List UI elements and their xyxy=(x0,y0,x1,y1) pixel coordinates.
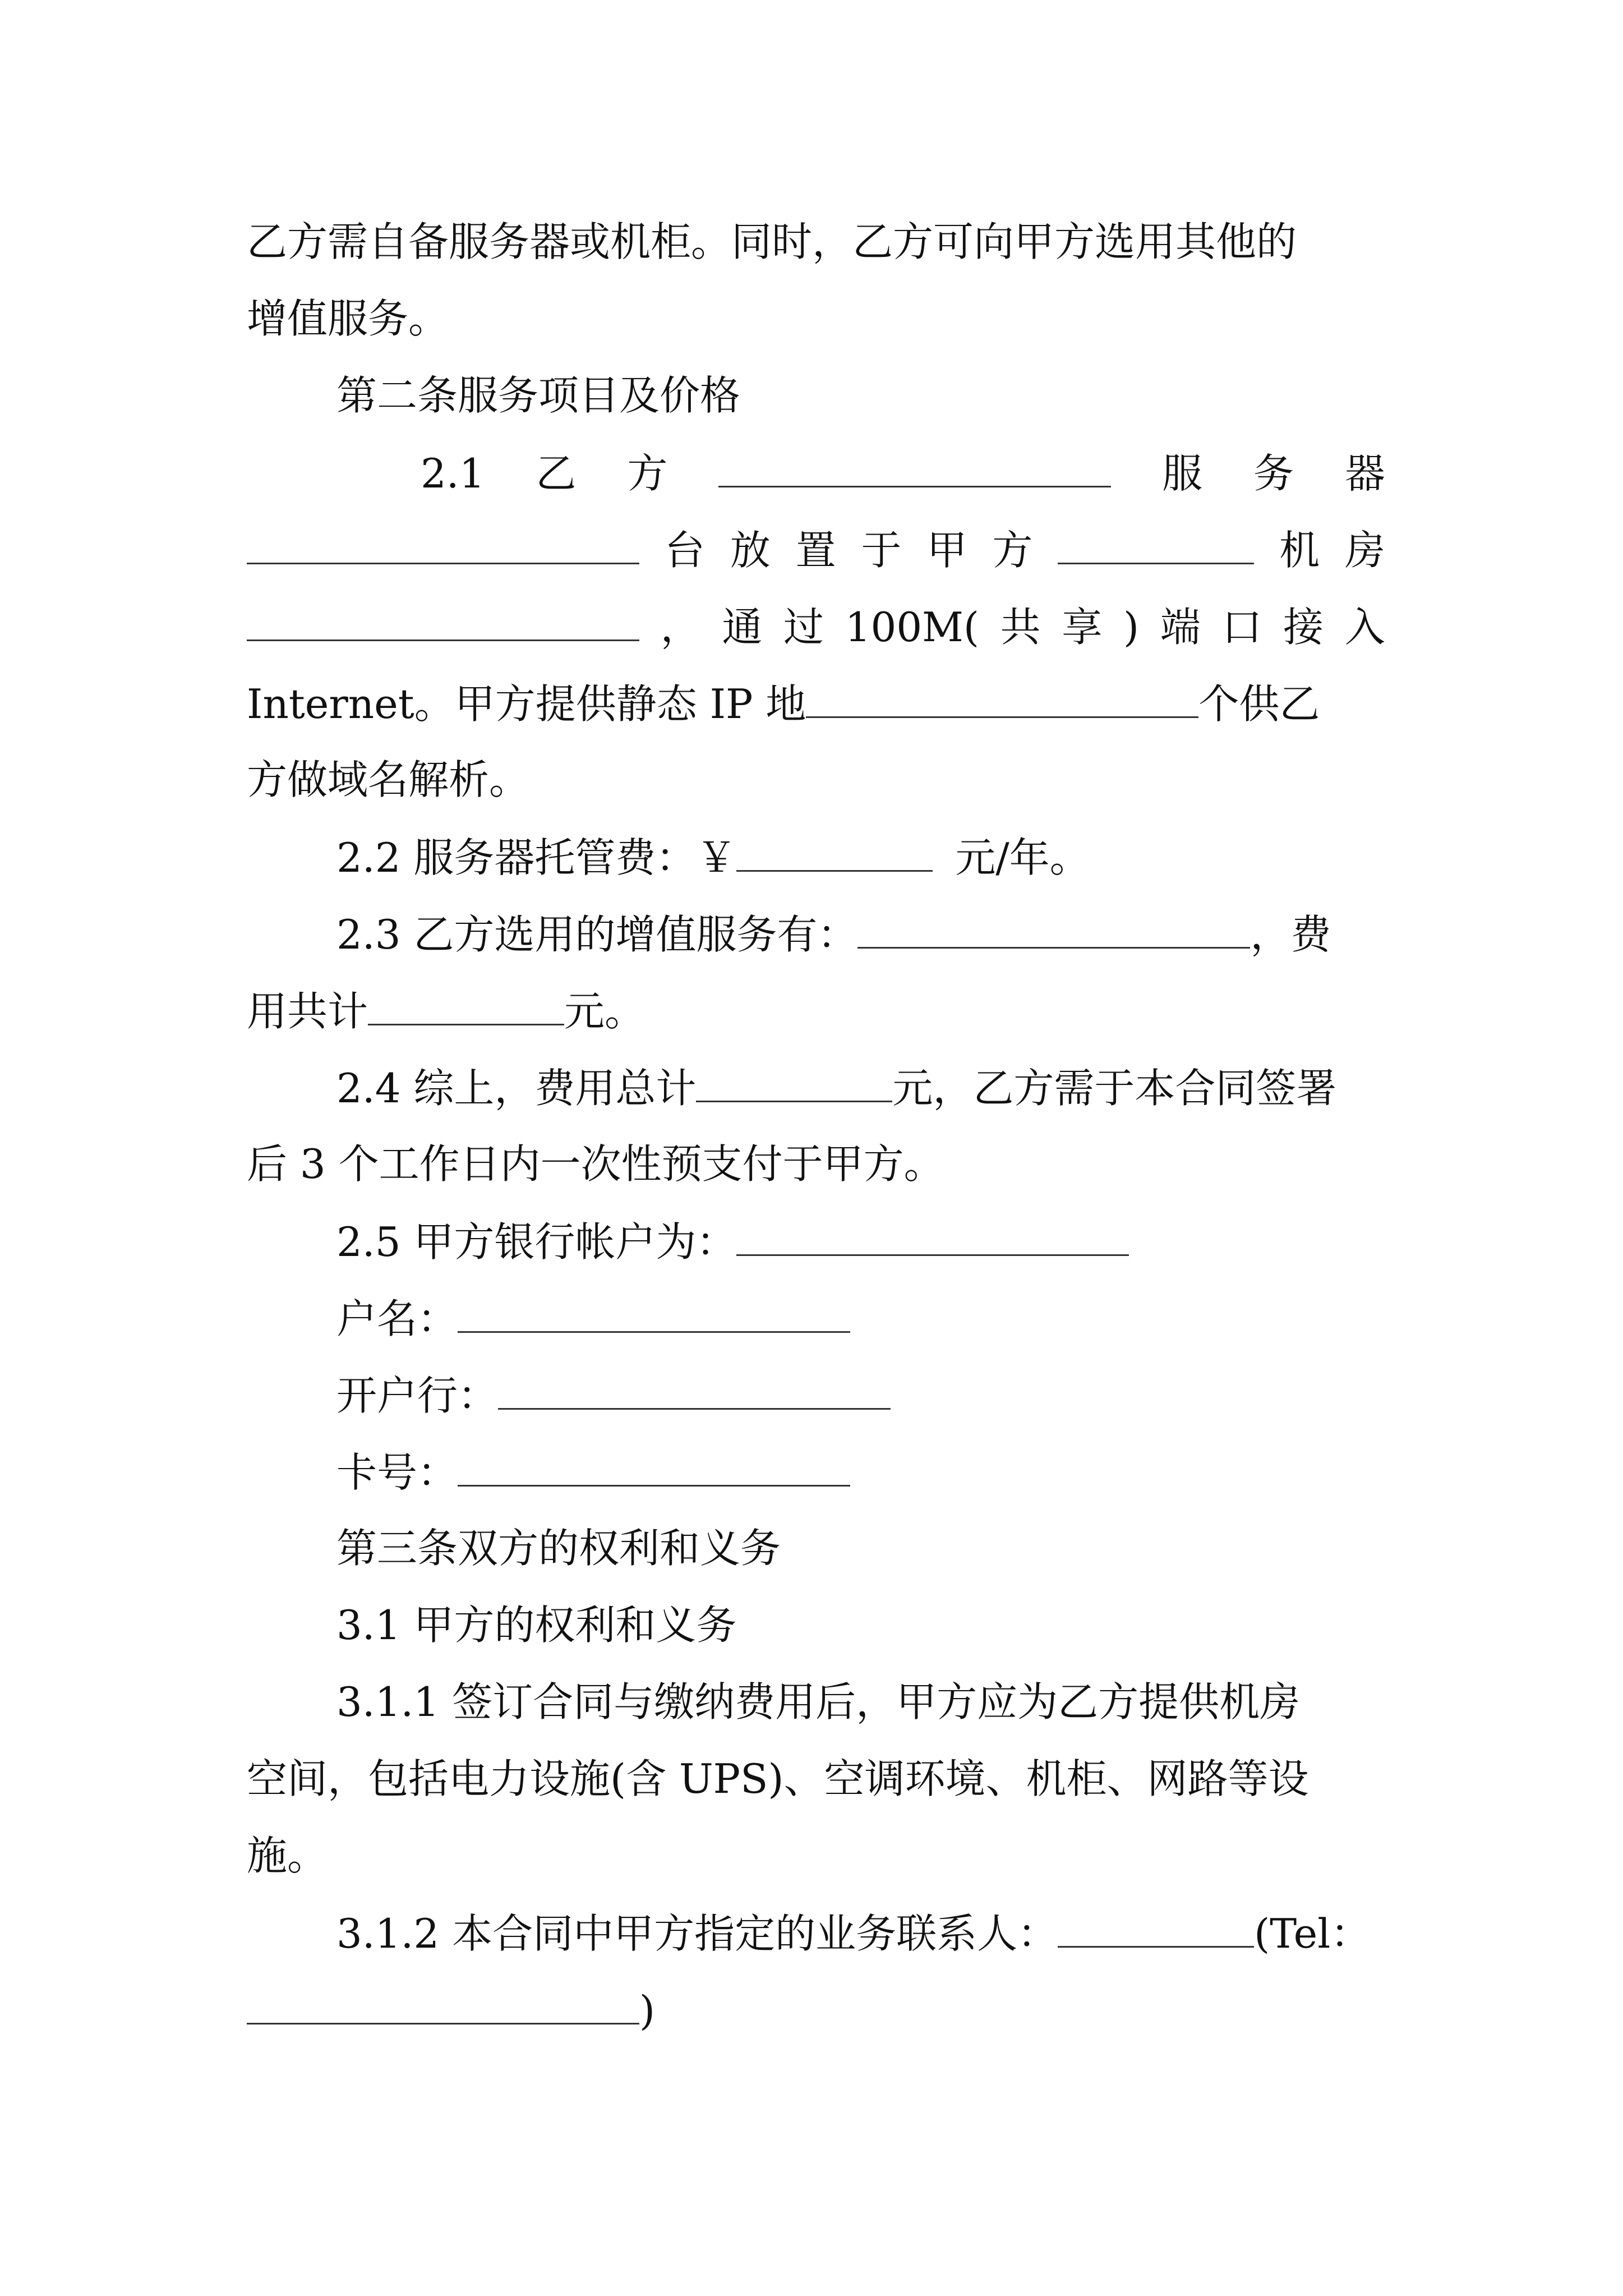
total-fee-blank[interactable] xyxy=(696,1061,892,1102)
account-name-blank[interactable] xyxy=(458,1292,850,1333)
room-location-blank[interactable] xyxy=(247,600,639,641)
service-fee-blank[interactable] xyxy=(368,984,564,1025)
hosting-fee-blank[interactable] xyxy=(736,831,933,872)
clause-2-4-line-1: 2.4 综上，费用总计 元，乙方需于本合同签署 xyxy=(336,1061,1336,1114)
clause-2-3-line-1: 2.3 乙方选用的增值服务有： ，费 xyxy=(336,908,1331,960)
account-number-blank[interactable] xyxy=(458,1446,850,1487)
datacenter-blank[interactable] xyxy=(1058,523,1254,564)
text-line-1: 乙方需自备服务器或机柜。同时，乙方可向甲方选用其他的 xyxy=(247,218,1297,265)
clause-3-1-2-line-1: 3.1.2 本合同中甲方指定的业务联系人： (Tel： xyxy=(336,1907,1371,1959)
account-bank-line: 开户行： xyxy=(336,1369,891,1421)
clause-2-5: 2.5 甲方银行帐户为： xyxy=(336,1215,1129,1268)
text-line-2: 增值服务。 xyxy=(247,295,449,342)
static-ip-count-blank[interactable] xyxy=(806,677,1198,718)
account-name-line: 户名： xyxy=(336,1292,850,1345)
server-model-blank[interactable] xyxy=(718,447,1111,487)
clause-3-1: 3.1 甲方的权利和义务 xyxy=(336,1602,737,1649)
clause-2-1-line-5: 方做域名解析。 xyxy=(247,756,530,803)
clause-3-1-2-line-2: ) xyxy=(247,1984,655,2036)
clause-2-1-line-1: 2.1 乙 方 服 务 器 xyxy=(421,447,1385,499)
contact-tel-blank[interactable] xyxy=(247,1984,639,2024)
clause-2-3-line-2: 用共计 元。 xyxy=(247,984,645,1037)
account-bank-blank[interactable] xyxy=(498,1369,891,1410)
server-count-blank[interactable] xyxy=(247,523,639,564)
clause-2-1-line-4: Internet。甲方提供静态 IP 地 个供乙 xyxy=(247,677,1320,730)
article-2-title: 第二条服务项目及价格 xyxy=(336,372,741,419)
bank-account-blank[interactable] xyxy=(736,1215,1129,1256)
clause-3-1-1-line-2: 空间，包括电力设施(含 UPS)、空调环境、机柜、网路等设 xyxy=(247,1755,1309,1802)
account-number-line: 卡号： xyxy=(336,1446,850,1498)
clause-3-1-1-line-1: 3.1.1 签订合同与缴纳费用后，甲方应为乙方提供机房 xyxy=(336,1678,1301,1726)
clause-3-1-1-line-3: 施。 xyxy=(247,1832,328,1879)
article-3-title: 第三条双方的权利和义务 xyxy=(336,1525,781,1572)
clause-2-1-line-2: 台 放 置 于 甲 方 机 房 xyxy=(247,523,1385,576)
contact-person-blank[interactable] xyxy=(1058,1907,1254,1948)
value-added-service-blank[interactable] xyxy=(857,908,1250,949)
clause-2-4-line-2: 后 3 个工作日内一次性预支付于甲方。 xyxy=(247,1140,944,1188)
clause-2-2: 2.2 服务器托管费：￥ 元/年。 xyxy=(336,831,1090,884)
clause-2-1-line-3: ， 通 过 100M( 共 享 ) 端 口 接 入 xyxy=(247,600,1385,653)
